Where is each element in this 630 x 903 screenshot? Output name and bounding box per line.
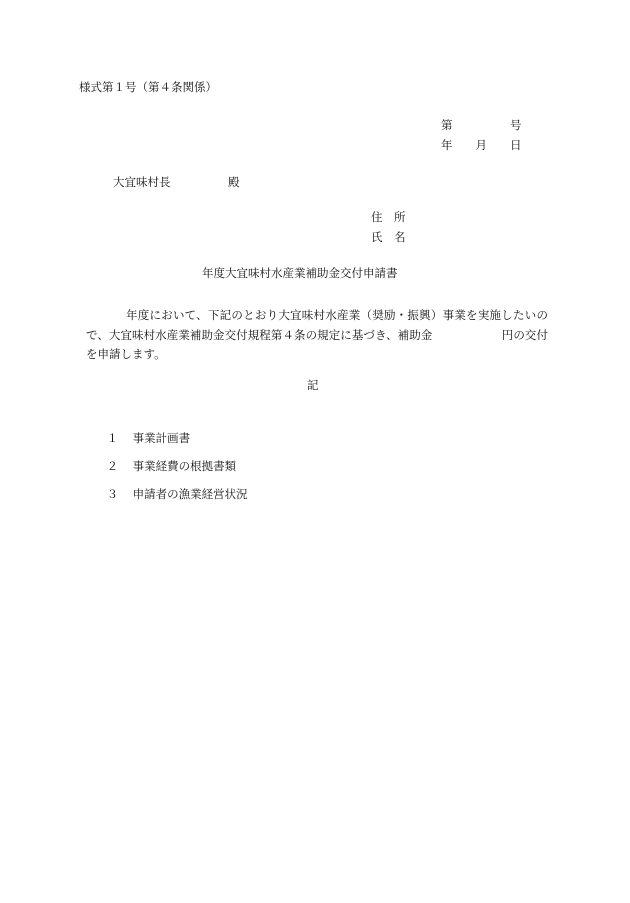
document-title: 年度大宜味村水産業補助金交付申請書: [202, 266, 398, 280]
date-line: 年 月 日: [441, 138, 522, 152]
reference-number: 第 号: [441, 118, 522, 132]
addressee: 大宜味村長 殿: [113, 175, 240, 189]
attachment-item: [92, 477, 248, 512]
attachment-number: １: [106, 430, 119, 445]
attachment-label: 申請者の漁業経営状況: [132, 486, 248, 501]
attachment-number: ２: [106, 458, 119, 473]
applicant-name-label: 氏 名: [371, 230, 406, 244]
form-label: 様式第１号（第４条関係）: [79, 80, 217, 94]
attachment-label: 事業計画書: [132, 430, 191, 445]
applicant-address-label: 住 所: [371, 210, 406, 224]
attachment-number: ３: [106, 486, 119, 501]
attachment-label: 事業経費の根拠書類: [132, 458, 237, 473]
body-paragraph: 年度において、下記のとおり大宜味村水産業（奨励・振興）事業を実施したいので、大宜味村水産業補助金交付規程第４条の規定に基づき、補助金 円の交付を申請します。: [86, 308, 548, 361]
note-heading: 記: [307, 378, 319, 392]
